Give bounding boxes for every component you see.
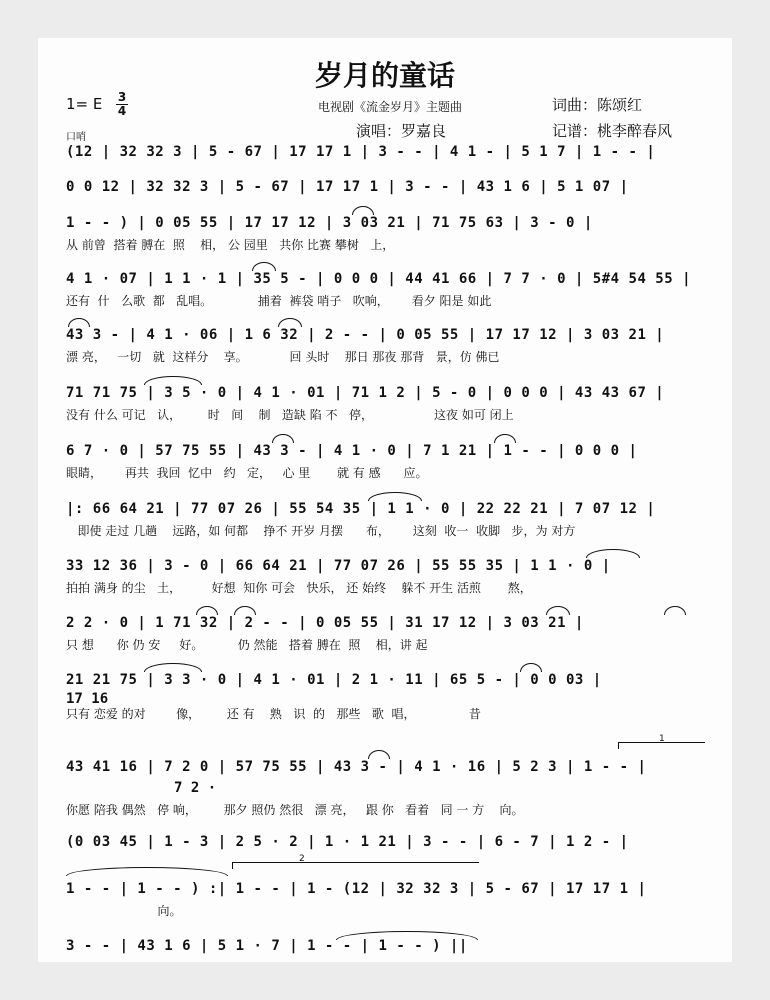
numbered-notes: (0 03 45 | 1 - 3 | 2 5 · 2 | 1 · 1 21 | 3 - - | 6 - 7 | 1 2 - | [66, 834, 629, 850]
numbered-notes: (12 | 32 32 3 | 5 - 67 | 17 17 1 | 3 - - | 4 1 - | 5 1 7 | 1 - - | [66, 144, 656, 160]
numbered-notes: 43 3 - | 4 1 · 06 | 1 6 32 | 2 - - | 0 05 55 | 17 17 12 | 3 03 21 | [66, 327, 665, 343]
volta-2-label: 2 [299, 854, 305, 864]
time-signature-top: 3 [117, 90, 127, 104]
lyrics [66, 960, 706, 976]
lyrics: 漂 亮， 一切 就 这样分 享。 回 头时 那日 那夜 那背 景，仿 佛已 [66, 350, 500, 364]
numbered-notes: 1 - - ) | 0 05 55 | 17 17 12 | 3 03 21 | 71 75 63 | 3 - 0 | [66, 215, 593, 231]
numbered-notes: 4 1 · 07 | 1 1 · 1 | 35 5 - | 0 0 0 | 44 41 66 | 7 7 · 0 | 5#4 54 55 | [66, 271, 692, 287]
lyrics: 没有 什么 可记 认， 时 间 制 造缺 陷 不 停， 这夜 如可 闭上 [66, 408, 514, 422]
numbered-notes: 6 7 · 0 | 57 75 55 | 43 3 - | 4 1 · 0 | 7 1 21 | 1 - - | 0 0 0 | [66, 443, 638, 459]
lyricist-credit: 词曲：陈颂红 [552, 96, 643, 114]
lyrics: 你愿 陪我 偶然 停 响， 那夕 照仍 然很 漂 亮， 跟 你 看着 同 一 方 向。 [66, 803, 524, 817]
volta-bracket-2 [232, 854, 479, 869]
lyrics: 从 前曾 搭着 膊在 照 相， 公 园里 共你 比赛 攀树 上， [66, 238, 395, 252]
lower-voice-notes: 7 2 · [174, 780, 217, 796]
lyrics: 还有 什 么歌 都 乱唱。 捕着 裤袋 哨子 吹响， 看夕 阳是 如此 [66, 294, 492, 308]
whistle-note: 口哨 [66, 132, 86, 143]
time-signature [116, 91, 128, 118]
key-signature: 1= E [66, 95, 103, 113]
singer-credit: 演唱：罗嘉良 [356, 122, 447, 140]
numbered-notes: 33 12 36 | 3 - 0 | 66 64 21 | 77 07 26 | 55 55 35 | 1 1 · 0 | [66, 558, 611, 574]
subtitle: 电视剧《流金岁月》主题曲 [318, 100, 463, 114]
song-title: 岁月的童话 [314, 59, 455, 92]
numbered-notes: |: 66 64 21 | 77 07 26 | 55 54 35 | 1 1 · 0 | 22 22 21 | 7 07 12 | [66, 501, 656, 517]
lyrics: 向。 [66, 904, 182, 918]
numbered-notes: 1 - - | 1 - - ) :| 1 - - | 1 - (12 | 32 32 3 | 5 - 67 | 17 17 1 | [66, 881, 647, 897]
lyrics: 只 想 你 仍 安 好。 仍 然能 搭着 膊在 照 相，讲 起 [66, 638, 428, 652]
lyrics: 眼睛， 再共 我回 忆中 约 定， 心 里 就 有 感 应。 [66, 466, 428, 480]
lower-voice-notes: 17 16 [66, 691, 109, 707]
numbered-notes: 71 71 75 | 3 5 · 0 | 4 1 · 01 | 71 1 2 | 5 - 0 | 0 0 0 | 43 43 67 | [66, 385, 665, 401]
transcriber-credit: 记谱：桃李醉春风 [552, 122, 673, 140]
volta-bracket-1 [618, 734, 705, 749]
time-signature-bottom: 4 [117, 104, 127, 118]
numbered-notes: 3 - - | 43 1 6 | 5 1 · 7 | 1 - - | 1 - - ) || [66, 938, 468, 954]
numbered-notes: 2 2 · 0 | 1 71 32 | 2 - - | 0 05 55 | 31 17 12 | 3 03 21 | [66, 615, 584, 631]
numbered-notes: 21 21 75 | 3 3 · 0 | 4 1 · 01 | 2 1 · 11 | 65 5 - | 0 0 03 | [66, 672, 602, 688]
volta-1-label: 1 [659, 734, 665, 744]
lyrics: 只有 恋爱 的对 像， 还 有 熟 识 的 那些 歌 唱， 昔 [66, 707, 481, 721]
numbered-notes: 0 0 12 | 32 32 3 | 5 - 67 | 17 17 1 | 3 - - | 43 1 6 | 5 1 07 | [66, 179, 629, 195]
lyrics: 拍拍 满身 的尘 土， 好想 知你 可会 快乐， 还 始终 躲不 开生 活煎 熬， [66, 581, 532, 595]
lyrics: 即使 走过 几趟 远路，如 何都 挣不 开岁 月摆 布， 这刻 收一 收脚 步，为 对方 [66, 524, 576, 538]
numbered-notes: 43 41 16 | 7 2 0 | 57 75 55 | 43 3 - | 4 1 · 16 | 5 2 3 | 1 - - | [66, 759, 647, 775]
